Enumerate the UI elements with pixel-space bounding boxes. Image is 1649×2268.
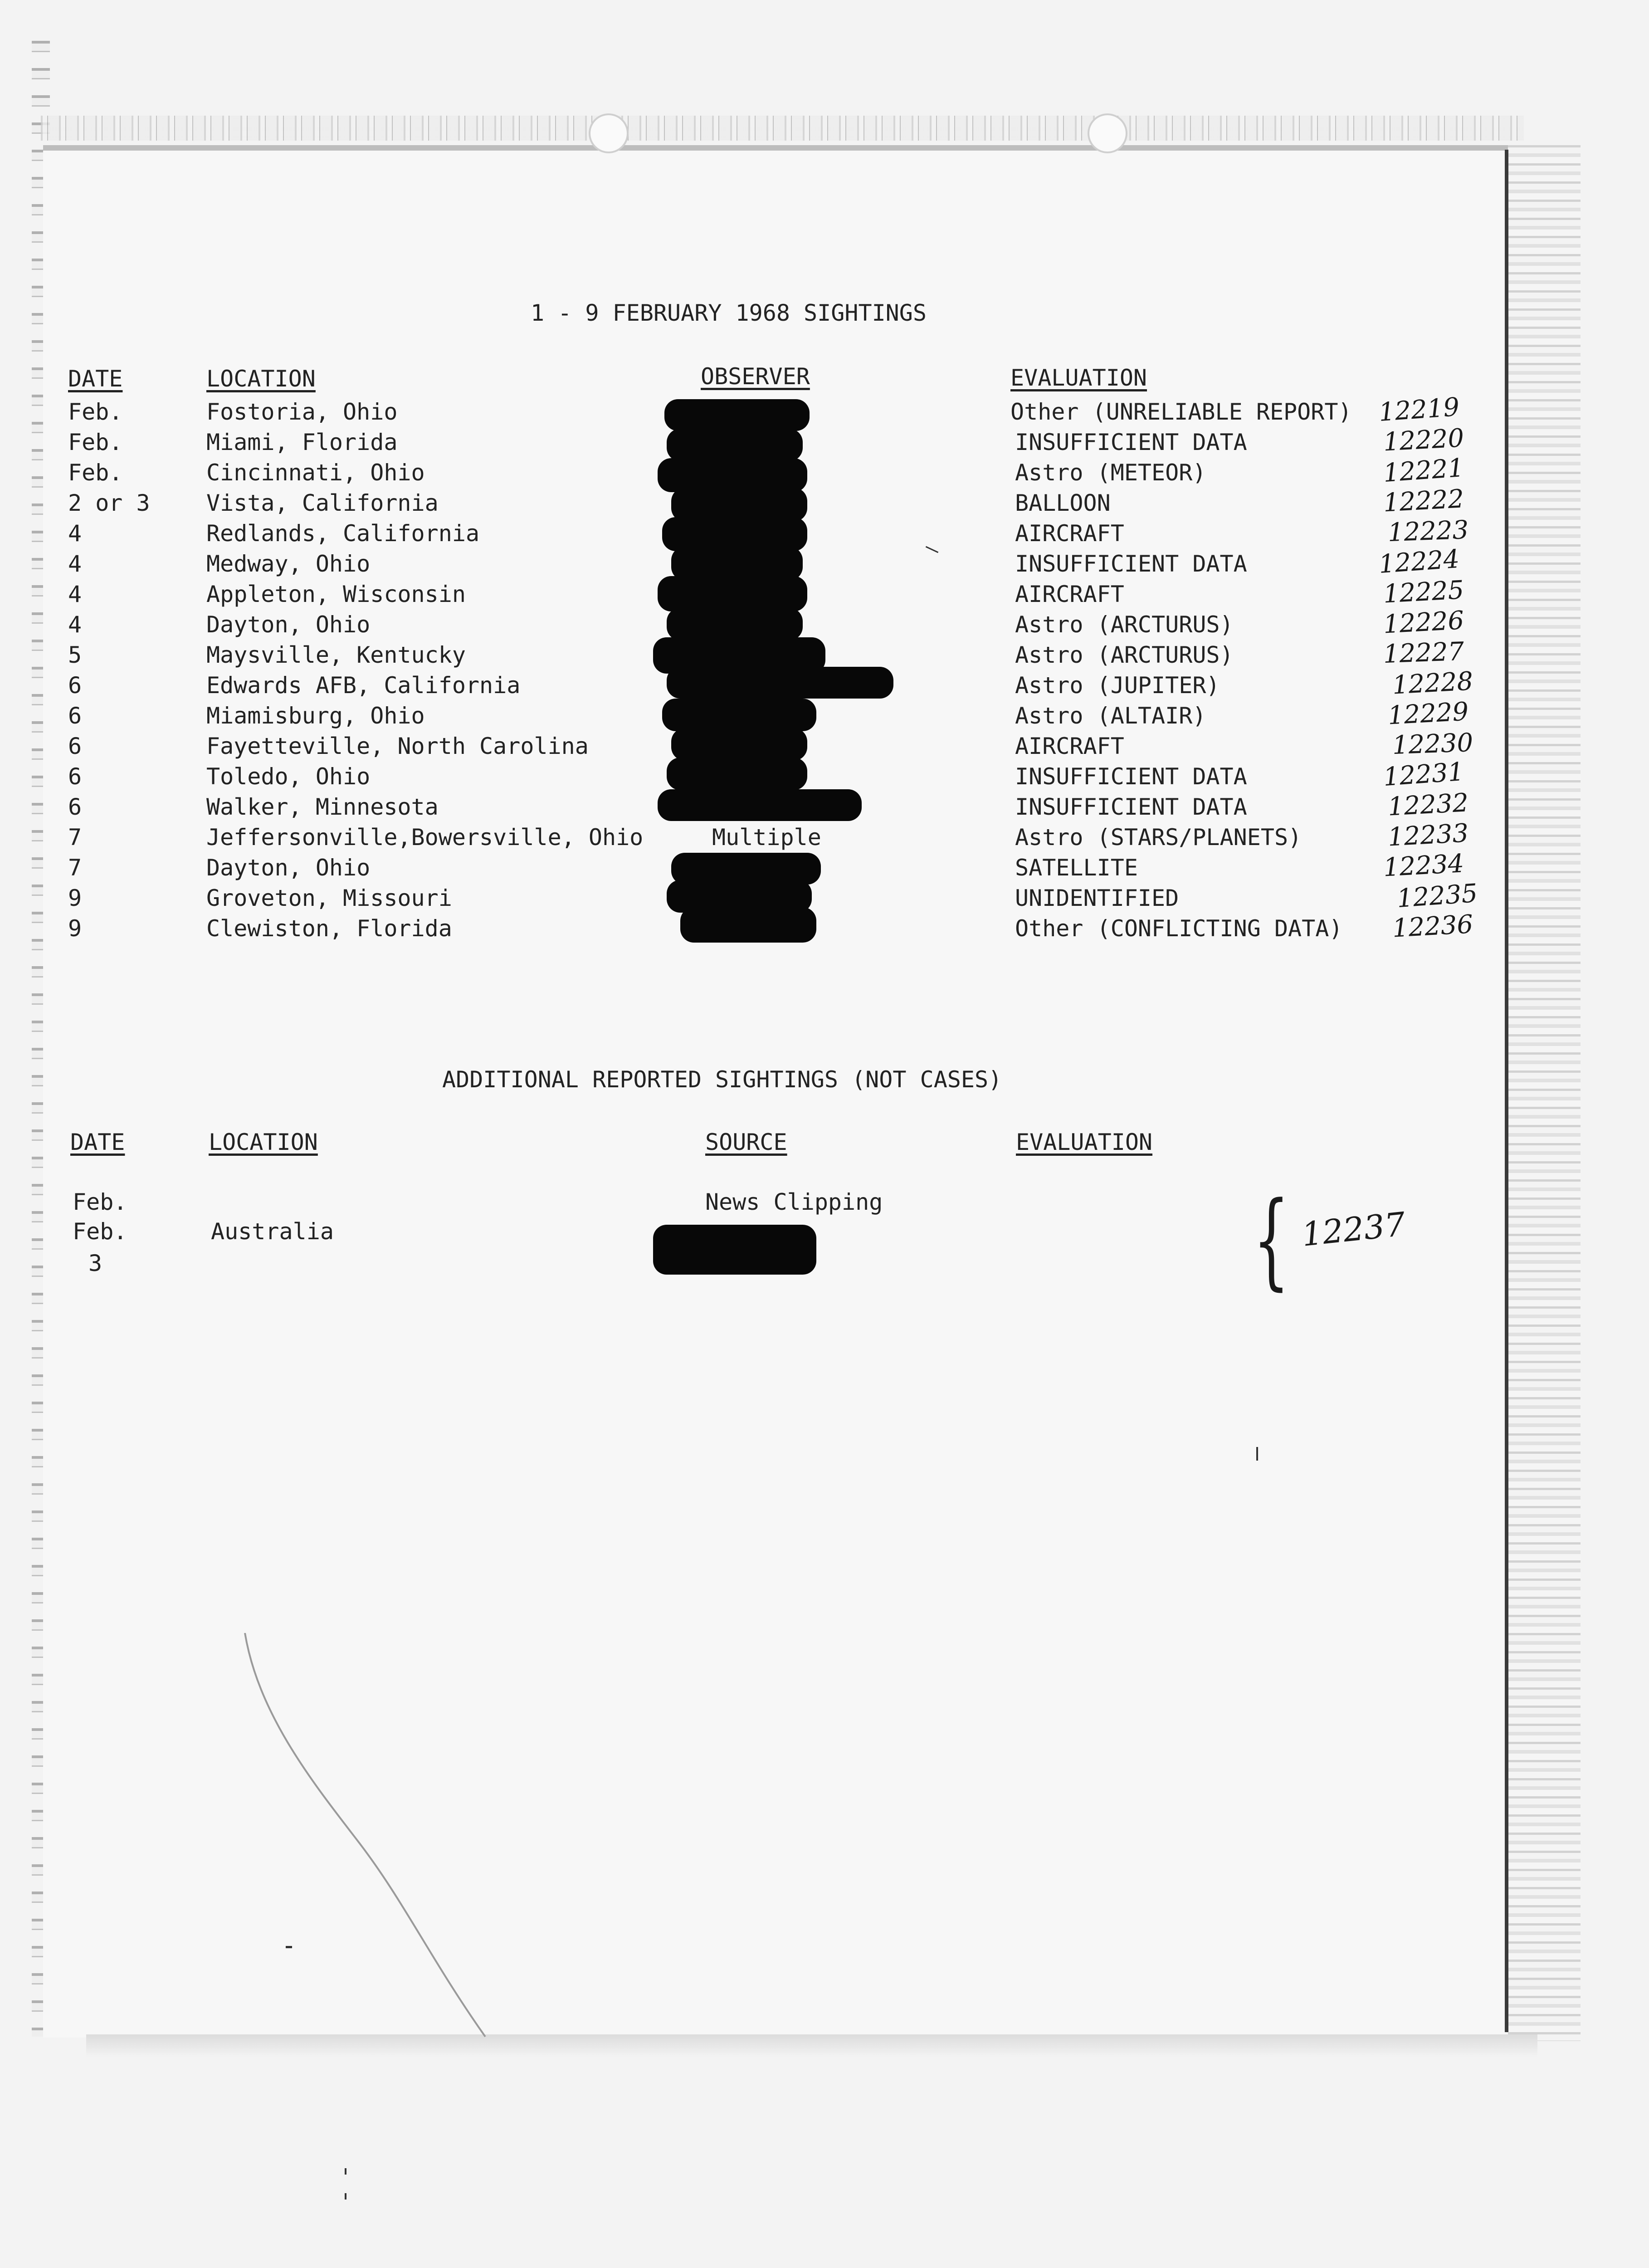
redaction-block [667,429,803,461]
redaction-block [653,1225,816,1275]
row-case-number: 12224 [1377,544,1461,580]
row-evaluation: Other (CONFLICTING DATA) [1015,915,1343,942]
row-case-number: 12236 [1391,909,1474,943]
redaction-block [667,667,893,699]
row-date: 4 [68,551,82,577]
row-evaluation: AIRCRAFT [1015,520,1124,547]
row-evaluation: INSUFFICIENT DATA [1015,794,1247,820]
row-case-number: 12227 [1382,636,1465,670]
row-evaluation: AIRCRAFT [1015,581,1124,607]
row-evaluation: INSUFFICIENT DATA [1015,429,1247,455]
row-location: Dayton, Ohio [206,611,371,638]
header-location: LOCATION [206,366,316,392]
row-location: Jeffersonville,Bowersville, Ohio [206,824,644,850]
additional-header-location: LOCATION [209,1129,318,1155]
row-case-number: 12234 [1382,849,1465,883]
row-date: 6 [68,672,82,699]
row-case-number: 12232 [1387,788,1469,822]
row-date: 6 [68,794,82,820]
punch-hole-right [1088,113,1127,153]
redaction-block [667,608,803,640]
page-edge-line [1505,150,1508,2032]
row-date: 4 [68,520,82,547]
row-evaluation: BALLOON [1015,490,1111,516]
row-case-number: 12226 [1382,606,1465,640]
redaction-block [658,576,807,611]
scan-mark [345,2168,346,2175]
row-location: Maysville, Kentucky [206,642,466,668]
additional-header-date: DATE [70,1129,125,1155]
row-evaluation: Astro (JUPITER) [1015,672,1220,699]
row-date: Feb. [68,429,123,455]
additional-header-source: SOURCE [705,1129,787,1155]
row-date: 9 [68,885,82,911]
row-location: Clewiston, Florida [206,915,452,942]
row-date: 6 [68,763,82,790]
additional-title: ADDITIONAL REPORTED SIGHTINGS (NOT CASES) [442,1066,1002,1093]
row-location: Groveton, Missouri [206,885,452,911]
additional-date: Feb. [73,1218,127,1245]
row-evaluation: Astro (ALTAIR) [1015,703,1206,729]
row-location: Miamisburg, Ohio [206,703,425,729]
row-evaluation: INSUFFICIENT DATA [1015,551,1247,577]
additional-location: Australia [211,1218,334,1245]
row-case-number: 12233 [1387,818,1469,852]
scan-edge-right [1508,145,1581,2041]
redaction-block [658,789,862,821]
row-evaluation: Astro (METEOR) [1015,459,1206,486]
handwritten-case-number: 12237 [1300,1205,1407,1254]
page-title: 1 - 9 FEBRUARY 1968 SIGHTINGS [531,300,927,326]
redaction-block [671,488,807,522]
scan-edge-top [41,116,1524,141]
row-evaluation: Astro (STARS/PLANETS) [1015,824,1302,850]
redaction-block [664,399,810,431]
additional-header-evaluation: EVALUATION [1016,1129,1153,1155]
scan-mark [345,2193,346,2200]
scan-mark [1256,1447,1258,1461]
row-case-number: 12231 [1382,757,1465,792]
redaction-block [667,758,807,790]
row-location: Edwards AFB, California [206,672,521,699]
redaction-block [658,458,807,492]
row-date: 2 or 3 [68,490,150,516]
row-evaluation: Astro (ARCTURUS) [1015,611,1234,638]
row-evaluation: INSUFFICIENT DATA [1015,763,1247,790]
row-evaluation: Other (UNRELIABLE REPORT) [1010,399,1352,425]
row-date: 7 [68,824,82,850]
row-case-number: 12235 [1395,878,1479,914]
row-observer: Multiple [712,824,821,850]
row-evaluation: SATELLITE [1015,855,1138,881]
redaction-block [662,517,807,551]
row-case-number: 12229 [1387,697,1469,731]
handwritten-brace: { [1253,1180,1290,1301]
row-location: Dayton, Ohio [206,855,371,881]
row-location: Fayetteville, North Carolina [206,733,589,759]
row-evaluation: Astro (ARCTURUS) [1015,642,1234,668]
row-case-number: 12228 [1391,666,1474,700]
header-observer: OBSERVER [701,363,810,390]
row-date: Feb. [68,399,123,425]
header-date: DATE [68,366,123,392]
row-date: 7 [68,855,82,881]
redaction-block [662,699,816,731]
row-date: 9 [68,915,82,942]
row-location: Cincinnati, Ohio [206,459,425,486]
row-case-number: 12221 [1382,453,1465,489]
row-evaluation: UNIDENTIFIED [1015,885,1179,911]
redaction-block [680,907,816,943]
row-case-number: 12230 [1391,728,1474,761]
additional-source: News Clipping [705,1189,883,1215]
row-location: Redlands, California [206,520,480,547]
redaction-block [671,728,807,761]
pencil-stroke [240,1633,494,2041]
row-date: 6 [68,703,82,729]
row-case-number: 12223 [1387,515,1469,548]
row-date: Feb. [68,459,123,486]
row-location: Medway, Ohio [206,551,371,577]
row-date: 5 [68,642,82,668]
row-evaluation: AIRCRAFT [1015,733,1124,759]
row-location: Miami, Florida [206,429,398,455]
row-case-number: 12225 [1382,575,1465,609]
row-case-number: 12222 [1382,484,1465,518]
row-date: 4 [68,581,82,607]
row-date: 4 [68,611,82,638]
additional-date: Feb. [73,1189,127,1215]
header-evaluation: EVALUATION [1010,365,1147,391]
row-location: Appleton, Wisconsin [206,581,466,607]
row-date: 6 [68,733,82,759]
row-location: Vista, California [206,490,439,516]
row-location: Walker, Minnesota [206,794,439,820]
additional-date: 3 [88,1250,102,1276]
row-location: Fostoria, Ohio [206,399,398,425]
redaction-block [671,547,803,581]
row-case-number: 12219 [1377,392,1461,428]
punch-hole-left [589,113,629,153]
row-case-number: 12220 [1382,423,1465,457]
row-location: Toledo, Ohio [206,763,371,790]
